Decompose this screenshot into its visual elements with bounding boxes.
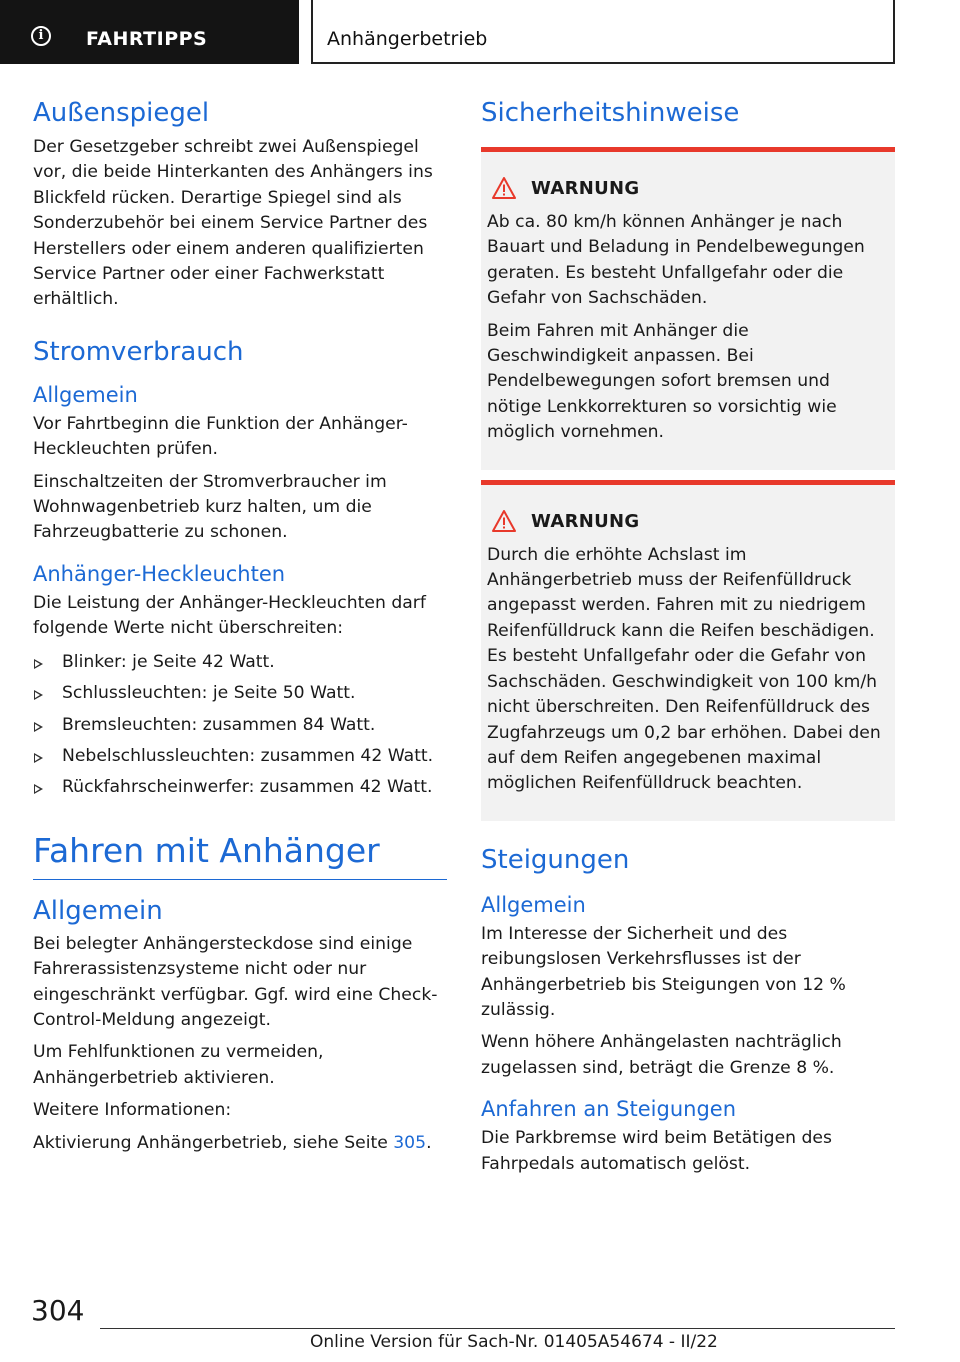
heading-heckleuchten: Anhänger-Heckleuchten xyxy=(33,561,286,586)
watt-list xyxy=(33,650,447,801)
triangle-bullet-icon xyxy=(34,753,43,763)
paragraph-anfahren: Die Parkbremse wird beim Betätigen des Fahrpedals automatisch gelöst. xyxy=(481,1128,832,1174)
paragraph-fahren-3: Weitere Informationen: xyxy=(33,1100,232,1121)
list-item: Rückfahrscheinwerfer: zusammen 42 Watt. xyxy=(33,775,447,800)
paragraph-steigungen-2: Wenn höhere Anhängelasten nachträglich zugelassen sind, beträgt die Grenze 8 %. xyxy=(481,1032,842,1078)
warning-1-text-1: Ab ca. 80 km/h können Anhänger je nach Bauart und Beladung in Pendelbewegungen geraten. Es besteht Unfallgefahr oder die Gefahr von Sachschäden. xyxy=(487,212,865,309)
warning-box-1 xyxy=(481,147,895,470)
heading-fahren-mit-anhaenger: Fahren mit Anhänger xyxy=(33,830,380,870)
footer-version-text: Online Version für Sach-Nr. 01405A54674 - II/22 xyxy=(310,1332,718,1352)
warning-title: WARNUNG xyxy=(531,510,640,532)
paragraph-heckleuchten: Die Leistung der Anhänger-Heckleuchten darf folgende Werte nicht überschreiten: xyxy=(33,592,426,639)
chapter-title: Anhängerbetrieb xyxy=(327,28,488,50)
paragraph-steigungen-1: Im Interesse der Sicherheit und des reibungslosen Verkehrsflusses ist der Anhängerbetrieb bis Steigungen von 12 % zulässig. xyxy=(481,923,846,1020)
paragraph-aussenspiegel: Der Gesetzgeber schreibt zwei Außenspiegel vor, die beide Hinterkanten des Anhängers ins Blickfeld rücken. Derartige Spiegel sind als Sonderzubehör bei einem Service Partner des Herstellers oder einem anderen qualifizierten Service Partner oder einer Fachwerkstatt erhältlich. xyxy=(33,137,433,310)
paragraph-fahren-1: Bei belegter Anhängersteckdose sind einige Fahrerassistenzsysteme nicht oder nur eingeschränkt verfügbar. Ggf. wird eine Check-Control-Meldung angezeigt. xyxy=(33,933,438,1030)
heading-fahren-allgemein: Allgemein xyxy=(33,895,163,926)
paragraph-fahren-4: Aktivierung Anhängerbetrieb, siehe Seite 305. xyxy=(33,1132,432,1153)
section-label: FAHRTIPPS xyxy=(86,28,208,50)
heading-sicherheitshinweise: Sicherheitshinweise xyxy=(481,98,740,128)
header-chapter-box xyxy=(311,0,895,64)
warning-title: WARNUNG xyxy=(531,178,640,199)
paragraph-strom-1: Vor Fahrtbeginn die Funktion der Anhänger-Heckleuchten prüfen. xyxy=(33,413,408,460)
page-link[interactable]: 305 xyxy=(393,1132,427,1153)
triangle-bullet-icon xyxy=(34,659,43,669)
heading-steigungen: Steigungen xyxy=(481,844,630,875)
list-item: Blinker: je Seite 42 Watt. xyxy=(33,650,447,675)
list-item: Bremsleuchten: zusammen 84 Watt. xyxy=(33,713,447,738)
heading-aussenspiegel: Außenspiegel xyxy=(33,98,210,128)
warning-triangle-icon xyxy=(491,509,517,533)
left-column xyxy=(33,96,447,1156)
triangle-bullet-icon xyxy=(34,784,43,794)
list-item: Schlussleuchten: je Seite 50 Watt. xyxy=(33,681,447,706)
warning-triangle-icon xyxy=(491,176,517,200)
warning-header xyxy=(487,509,889,537)
right-column xyxy=(481,96,895,1177)
paragraph-strom-2: Einschaltzeiten der Stromverbraucher im Wohnwagenbetrieb kurz halten, um die Fahrzeugbatterie zu schonen. xyxy=(33,471,387,543)
heading-strom-allgemein: Allgemein xyxy=(33,382,138,407)
warning-2-text: Durch die erhöhte Achslast im Anhängerbetrieb muss der Reifenfülldruck angepasst werden. Fahren mit zu niedrigem Reifenfülldruck kann die Reifen beschädigen. Es besteht Unfallgefahr oder die Gefahr von Sachschäden. Geschwindigkeit von 100 km/h nicht überschreiten. Den Reifenfülldruck des Zugfahrzeugs um 0,2 bar erhöhen. Dabei den auf dem Reifen angegebenen maximal möglichen Reifenfülldruck beachten. xyxy=(487,544,881,794)
footer-divider xyxy=(100,1328,895,1329)
heading-anfahren: Anfahren an Steigungen xyxy=(481,1097,737,1122)
info-circle-icon: i xyxy=(31,26,51,46)
heading-steigungen-allgemein: Allgemein xyxy=(481,892,586,917)
warning-box-2 xyxy=(481,480,895,821)
paragraph-fahren-2: Um Fehlfunktionen zu vermeiden, Anhängerbetrieb aktivieren. xyxy=(33,1042,324,1088)
heading-stromverbrauch: Stromverbrauch xyxy=(33,336,244,367)
heading-fahren-wrap xyxy=(33,829,447,880)
header-section-bar xyxy=(0,0,299,64)
page-number: 304 xyxy=(31,1294,85,1327)
triangle-bullet-icon xyxy=(34,690,43,700)
triangle-bullet-icon xyxy=(34,722,43,732)
warning-1-text-2: Beim Fahren mit Anhänger die Geschwindigkeit anpassen. Bei Pendelbewegungen sofort bremsen und nötige Lenkkorrekturen so vorsichtig wie möglich vornehmen. xyxy=(487,320,837,443)
list-item: Nebelschlussleuchten: zusammen 42 Watt. xyxy=(33,744,447,769)
warning-header xyxy=(487,176,889,204)
